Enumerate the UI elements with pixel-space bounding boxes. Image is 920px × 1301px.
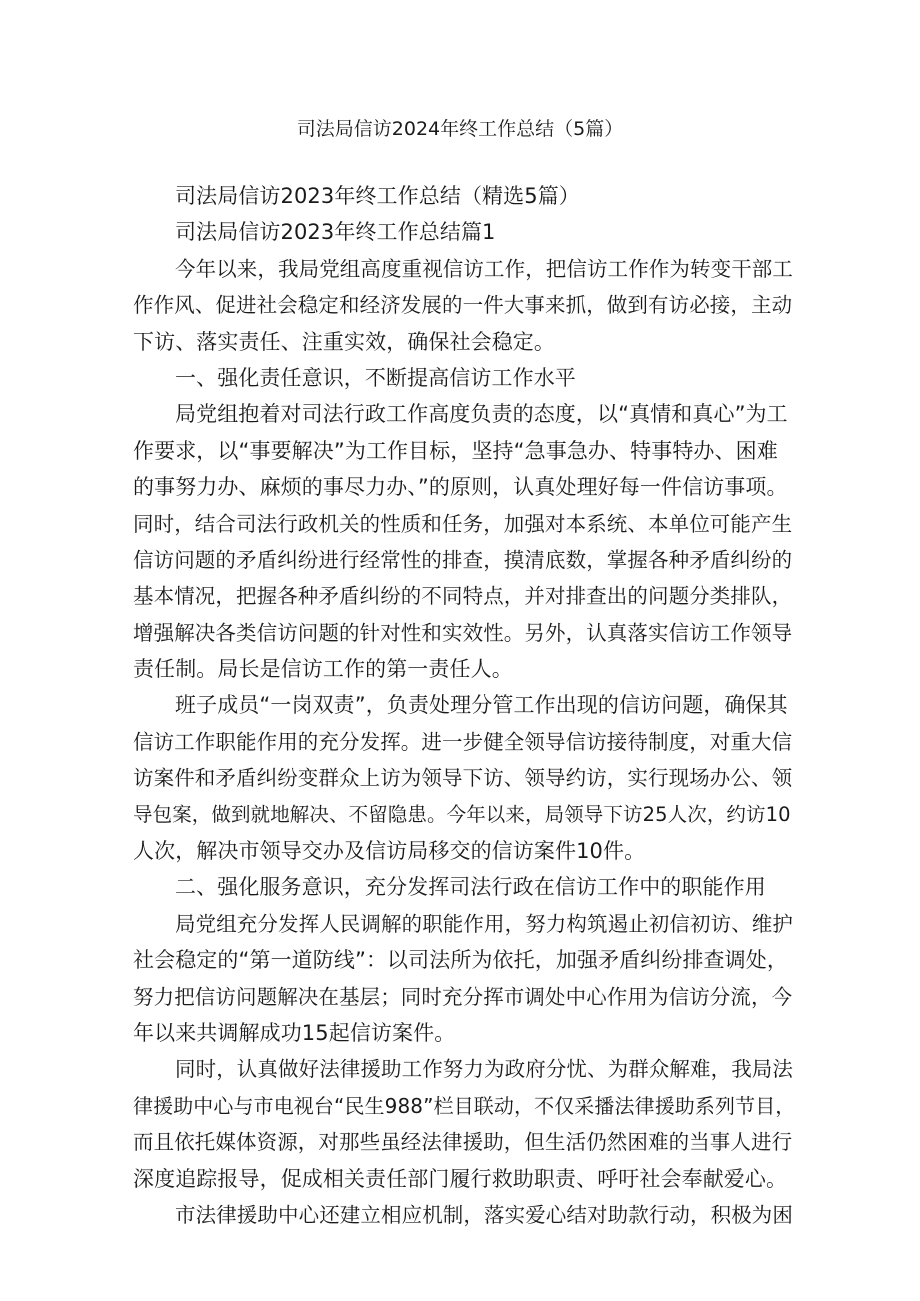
text-line: 导包案，做到就地解决、不留隐患。今年以来，局领导下访25人次，约访10 (133, 802, 791, 826)
text-line: 增强解决各类信访问题的针对性和实效性。另外，认真落实信访工作领导 (133, 620, 793, 645)
text-line: 律援助中心与市电视台“民生988”栏目联动，不仅采播法律援助系列节目， (133, 1093, 796, 1118)
text-line: 今年以来，我局党组高度重视信访工作，把信访工作作为转变干部工 (175, 256, 793, 281)
text-line: 作作风、促进社会稳定和经济发展的一件大事来抓，做到有访必接，主动 (133, 293, 793, 318)
text-line: 同时，认真做好法律援助工作努力为政府分忧、为群众解难，我局法 (175, 1057, 793, 1082)
text-line: 责任制。局长是信访工作的第一责任人。 (133, 657, 513, 682)
text-line: 同时，结合司法行政机关的性质和任务，加强对本系统、本单位可能产生 (133, 511, 793, 536)
text-line: 班子成员“一岗双责”，负责处理分管工作出现的信访问题，确保其 (175, 693, 788, 718)
text-line: 局党组抱着对司法行政工作高度负责的态度，以“真情和真心”为工 (175, 402, 788, 427)
text-line: 而且依托媒体资源，对那些虽经法律援助，但生活仍然困难的当事人进行 (133, 1130, 793, 1155)
text-line: 信访工作职能作用的充分发挥。进一步健全领导信访接待制度，对重大信 (133, 729, 793, 754)
text-line: 社会稳定的“第一道防线”：以司法所为依托，加强矛盾纠纷排查调处， (133, 948, 788, 973)
text-line: 人次，解决市领导交办及信访局移交的信访案件10件。 (133, 839, 646, 864)
text-line: 市法律援助中心还建立相应机制，落实爱心结对助款行动，积极为困 (175, 1202, 793, 1227)
text-line: 下访、落实责任、注重实效，确保社会稳定。 (133, 329, 555, 354)
text-line: 的事努力办、麻烦的事尽力办、”的原则，认真处理好每一件信访事项。 (133, 475, 788, 500)
text-line: 司法局信访2023年终工作总结（精选5篇） (175, 184, 580, 208)
document-title: 司法局信访2024年终工作总结（5篇） (296, 118, 624, 140)
text-line: 二、强化服务意识，充分发挥司法行政在信访工作中的职能作用 (175, 875, 766, 900)
text-line: 作要求，以“事要解决”为工作目标，坚持“急事急办、特事特办、困难 (133, 438, 778, 463)
text-line: 信访问题的矛盾纠纷进行经常性的排查，摸清底数，掌握各种矛盾纠纷的 (133, 547, 793, 572)
text-line: 访案件和矛盾纠纷变群众上访为领导下访、领导约访，实行现场办公、领 (133, 766, 793, 791)
text-line: 局党组充分发挥人民调解的职能作用，努力构筑遏止初信初访、维护 (175, 911, 793, 936)
document-body (133, 178, 795, 1233)
text-line: 一、强化责任意识，不断提高信访工作水平 (175, 365, 576, 390)
text-line: 深度追踪报导，促成相关责任部门履行救助职责、呼吁社会奉献爱心。 (133, 1166, 788, 1191)
text-line: 努力把信访问题解决在基层；同时充分挥市调处中心作用为信访分流，今 (133, 984, 793, 1009)
text-line: 司法局信访2023年终工作总结篇1 (175, 220, 496, 245)
text-line: 基本情况，把握各种矛盾纠纷的不同特点，并对排查出的问题分类排队， (133, 584, 793, 609)
text-line: 年以来共调解成功15起信访案件。 (133, 1020, 456, 1045)
